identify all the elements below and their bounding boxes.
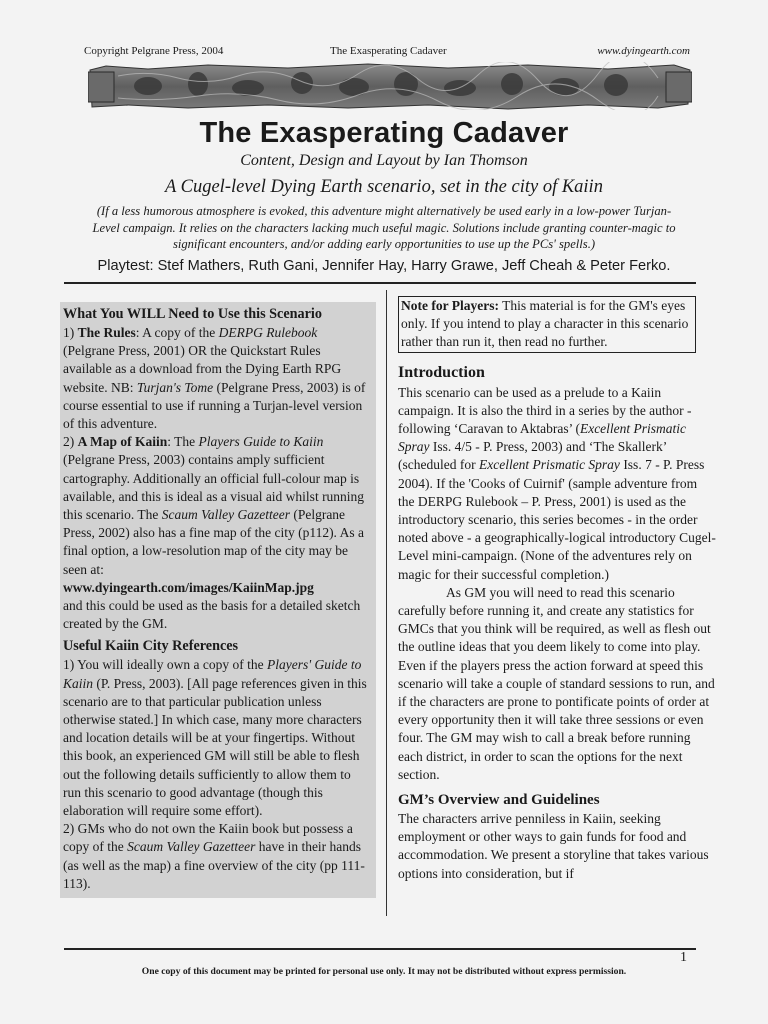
copyright-notice: One copy of this document may be printed for personal use only. It may not be distributed without express permission. (141, 966, 627, 977)
copyright-text: Copyright Pelgrane Press, 2004 (84, 45, 224, 57)
requirements-sidebar (60, 302, 376, 898)
sidebar-heading-references: Useful Kaiin City References (63, 638, 239, 655)
running-title: The Exasperating Cadaver (330, 45, 447, 57)
page-number: 1 (680, 950, 687, 965)
reference-2: 2) GMs who do not own the Kaiin book but possess a copy of the Scaum Valley Gazetteer have in their hands (as well as the map) a fine overview of the city (pp 111-113). (63, 821, 365, 891)
introduction-heading: Introduction (398, 363, 485, 381)
main-column (398, 296, 716, 883)
requirement-map: 2) A Map of Kaiin: The Players Guide to Kaiin (Pelgrane Press, 2003) contains amply sufficient cartography. Additionally an official full-colour map is available, and this is ideal as a visual aid whilst running this scenario. The Scaum Valley Gazetteer (Pelgrane Press, 2002) also has a fine map of the city (p112). As a final option, a low-resolution map of the city may be seen at: www.dyingearth.com/images/KaiinMap.jpg and this could be used as the basis for a detailed sketch created by the GM. (63, 434, 365, 632)
map-url-link[interactable]: www.dyingearth.com/images/KaiinMap.jpg (63, 579, 314, 595)
bottom-divider (64, 948, 696, 950)
sidebar-heading-requirements: What You WILL Need to Use this Scenario (63, 306, 322, 322)
gm-overview-heading: GM’s Overview and Guidelines (398, 792, 600, 809)
column-divider (386, 290, 387, 916)
campaign-note: (If a less humorous atmosphere is evoked, this adventure might alternatively be used early in a low-power Turjan-Level campaign. It relies on the characters lacking much useful magic. Solutions include granting counter-magic to significant encounters, and/or adding early opportunities to use up the PCs' spells.) (92, 204, 676, 251)
tagline: A Cugel-level Dying Earth scenario, set in the city of Kaiin (165, 177, 603, 197)
gm-overview-paragraph: The characters arrive penniless in Kaiin, seeking employment or other ways to gain funds for food and accommodation. We present a storyline that takes various options into consideration, but if (398, 811, 709, 881)
playtest-credits: Playtest: Stef Mathers, Ruth Gani, Jennifer Hay, Harry Grawe, Jeff Cheah & Peter Ferko. (97, 258, 671, 274)
frieze-banner-image (88, 62, 692, 110)
requirement-rules: 1) The Rules: A copy of the DERPG Rulebook (Pelgrane Press, 2001) OR the Quickstart Rules available as a download from the Dying Earth RPG website. NB: Turjan's Tome (Pelgrane Press, 2003) is of course essential to use if running a Turjan-level version of this adventure. (63, 325, 366, 432)
website-text: www.dyingearth.com (597, 45, 690, 57)
document-title: The Exasperating Cadaver (199, 117, 569, 149)
byline: Content, Design and Layout by Ian Thomson (240, 152, 528, 169)
players-note-box: Note for Players: This material is for the GM's eyes only. If you intend to play a character in this scenario rather than run it, then read no further. (398, 296, 696, 353)
top-divider (64, 282, 696, 284)
reference-1: 1) You will ideally own a copy of the Players' Guide to Kaiin (P. Press, 2003). [All page references given in this scenario are to that particular publication unless otherwise stated.] In which case, many more characters and location details will be at your fingertips. Without this book, an experienced GM will still be able to flesh out the following details sufficiently to allow them to run this scenario to good advantage (though this elaboration will require some effort). (63, 657, 367, 819)
introduction-paragraph-1: This scenario can be used as a prelude to a Kaiin campaign. It is also the third in a series by the author - following ‘Caravan to Aktabras’ (Excellent Prismatic Spray Iss. 4/5 - P. Press, 2003) and ‘The Skallerk’ (scheduled for Excellent Prismatic Spray Iss. 7 - P. Press 2004). If the 'Cooks of Cuirnif' (sample adventure from the DERPG Rulebook – P. Press, 2001) is used as the introductory scenario, this series becomes - in the order noted above - a geographically-logical introductory Cugel-Level mini-campaign. (None of the adventures rely on magic for their successful completion.) (398, 384, 716, 582)
introduction-paragraph-2: As GM you will need to read this scenario carefully before running it, and create any statistics for GMCs that you think will be required, as well as flesh out the outline ideas that you deem likely to come into play. Even if the players press the action forward at speed this scenario will take a couple of standard sessions to run, and if the characters are prone to pontificate points of order at every opportunity then it will take three sessions or even four. The GM may wish to call a break before running each district, in order to scan the options for the next section. (398, 584, 715, 782)
